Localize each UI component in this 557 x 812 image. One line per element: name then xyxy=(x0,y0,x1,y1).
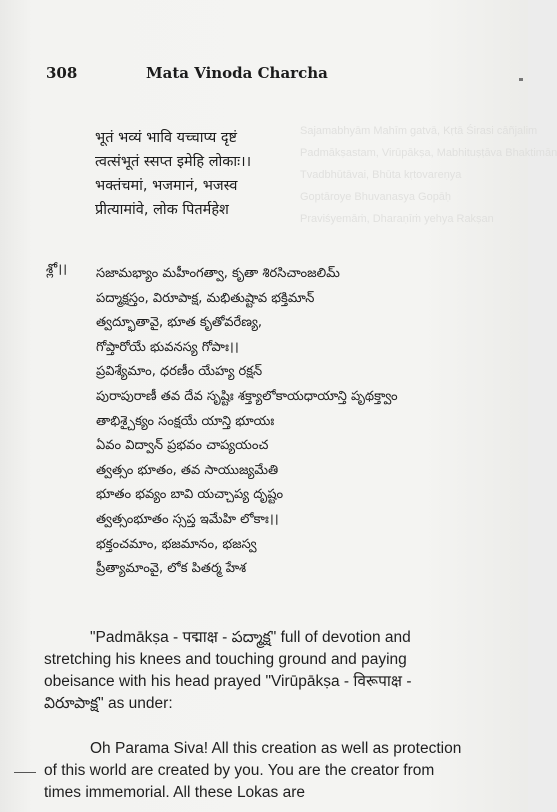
verse-line: గోప్తారోయే భువనస్య గోపాః।। xyxy=(96,339,239,355)
verse-line: పద్మాక్షస్తం, విరూపాక్ష, మభితుష్టావ భక్తిమాన్ xyxy=(96,290,315,306)
verse-line: भक्तंचमां, भजमानं, भजस्व xyxy=(95,178,238,194)
verse-line: प्रीत्यामांवे, लोक पितर्महेश xyxy=(95,202,229,218)
verse-line: త్వత్సంభూతం స్సప్త ఇమేహి లోకాః।। xyxy=(96,511,279,527)
verse-line: भूतं भव्यं भावि यच्चाप्य दृष्टं xyxy=(95,130,238,146)
name-telugu: పద్మాక్ష xyxy=(231,629,271,646)
page-header xyxy=(46,64,486,86)
running-title: Mata Vinoda Charcha xyxy=(146,64,328,82)
verse-line: ప్రీత్యామాంవై, లోక పితర్మ హేశ xyxy=(96,561,247,577)
verse-line: తాభిశ్చైక్యం సంక్షయే యాన్తి భూయః xyxy=(96,413,275,429)
paragraph-prayer-intro: "Padmākṣa - पद्माक्ष - పద్మాక్ష" full of devotion and stretching his knees and touching ground and paying obeisance with his head prayed "Virūpākṣa - विरूपाक्ष - విరూపాక్ష" as under: xyxy=(44,629,412,712)
margin-mark xyxy=(14,772,36,773)
sloka-marker: శ్లో।। xyxy=(46,262,68,277)
paragraph-prayer: Oh Parama Siva! All this creation as well as protection of this world are created by you. You are the creator from times immemorial. All these Lokas are xyxy=(44,740,462,801)
verse-line: త్వద్భూతావై, భూత కృతోవరేణ్య, xyxy=(96,315,263,331)
edge-mark xyxy=(519,78,523,81)
verse-line: ఏవం విద్వాన్ ప్రభవం చాప్యయంచ xyxy=(96,438,269,454)
name-devanagari: पद्माक्ष xyxy=(182,629,218,646)
name-devanagari: विरूपाक्ष xyxy=(353,673,403,690)
verse-line: పురాపురాణీ తవ దేవ సృష్టిః శక్త్యాలోకాయధాయాన్తి పృథక్త్వాం xyxy=(96,388,398,404)
paragraph-text: full of devotion and stretching his knees and touching ground and paying obeisance with his head prayed xyxy=(44,629,411,690)
verse-line: త్వత్సం భూతం, తవ సాయుజ్యమేతి xyxy=(96,462,279,478)
name-translit: Virūpākṣa xyxy=(270,673,340,690)
verse-line: त्वत्संभूतं स्सप्त इमेहि लोकाः।। xyxy=(95,154,252,170)
verse-line: భక్తంచమాం, భజమానం, భజస్వ xyxy=(96,536,257,552)
paragraph-closing: as under: xyxy=(103,695,173,712)
verse-line: సజామభ్యాం మహీంగత్వా, కృతా శిరసిచాంజలిమ్ xyxy=(96,266,340,281)
sanskrit-verse xyxy=(95,126,251,222)
name-telugu: విరూపాక్ష xyxy=(44,695,99,712)
verse-line: భూతం భవ్యం బావి యచ్చాప్య దృష్టం xyxy=(96,487,284,503)
verse-line: ప్రవిశ్యేమాం, ధరణీం యేహ్య రక్షన్ xyxy=(96,364,263,380)
bleed-through-text: Sajamabhyām Mahīm gatvā, Kṛtā Śirasi cāñjalim Padmākṣastam, Virūpākṣa, Mabhituṣṭāva Bhaktimān Tvadbhūtāvai, Bhūta kṛtovareṇya Goptāroye Bhuvanasya Gopāḥ Praviśyemāṁ, Dharaṇīṁ yehya Rakṣan xyxy=(300,125,557,225)
page-number: 308 xyxy=(46,64,78,82)
name-translit: Padmākṣa xyxy=(95,629,169,646)
